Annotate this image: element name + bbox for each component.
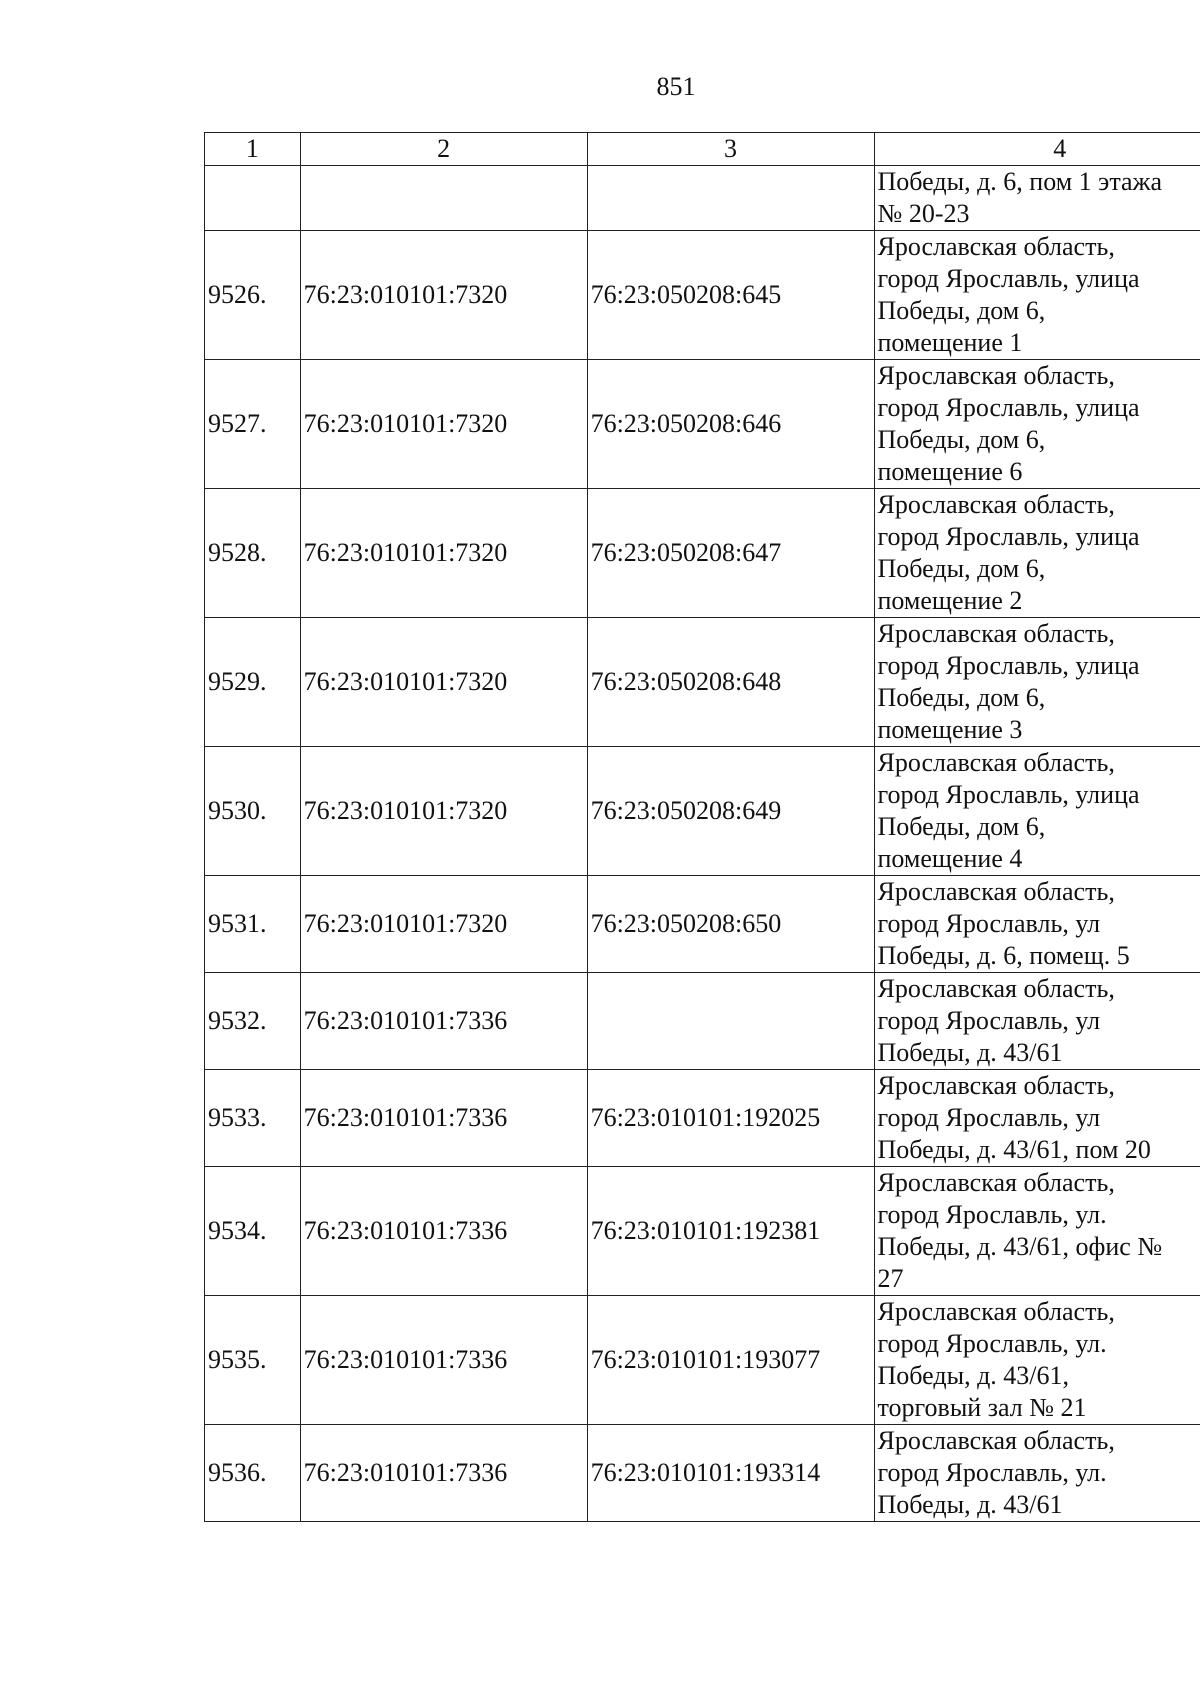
address-line: Победы, д. 43/61 [877,1038,1063,1067]
header-cell-4: 4 [874,133,1200,166]
table-row [205,973,1200,1070]
row-number-cell: 9527. [205,360,301,489]
address-line: Ярославская область, [877,1426,1115,1455]
address-line: Победы, дом 6, [877,296,1046,325]
address-line: Ярославская область, [877,748,1115,777]
cadastral-number-cell: 76:23:010101:7320 [300,231,587,360]
address-line: помещение 3 [877,715,1023,744]
table-row [205,618,1200,747]
address-line: Победы, д. 43/61 [877,1490,1063,1519]
row-number-cell: 9536. [205,1425,301,1522]
object-number-cell [587,973,874,1070]
address-cell [874,231,1200,360]
cadastral-number-cell: 76:23:010101:7336 [300,1425,587,1522]
cadastral-number-cell: 76:23:010101:7336 [300,1167,587,1296]
cadastral-number-cell: 76:23:010101:7320 [300,489,587,618]
object-number-cell: 76:23:010101:192025 [587,1070,874,1167]
address-line: Победы, д. 43/61, пом 20 [877,1135,1151,1164]
header-cell-2: 2 [300,133,587,166]
table-row [205,1070,1200,1167]
address-line: Ярославская область, [877,877,1115,906]
row-number-cell: 9526. [205,231,301,360]
address-line: Победы, дом 6, [877,425,1046,454]
row-number-cell: 9533. [205,1070,301,1167]
cadastral-number-cell: 76:23:010101:7336 [300,973,587,1070]
address-line: помещение 6 [877,457,1023,486]
cadastral-number-cell [300,166,587,231]
row-number-cell: 9532. [205,973,301,1070]
address-line: помещение 4 [877,844,1023,873]
table-body [205,133,1200,1522]
address-line: Ярославская область, [877,1071,1115,1100]
address-cell [874,166,1200,231]
registry-table [204,132,1200,1522]
address-cell [874,747,1200,876]
table-header-row [205,133,1200,166]
table-row [205,489,1200,618]
address-line: Ярославская область, [877,619,1115,648]
cadastral-number-cell: 76:23:010101:7320 [300,618,587,747]
table-row [205,231,1200,360]
address-line: Ярославская область, [877,232,1115,261]
address-line: № 20-23 [877,199,970,228]
table-row [205,1167,1200,1296]
object-number-cell: 76:23:010101:193314 [587,1425,874,1522]
page-number: 851 [656,72,696,101]
object-number-cell [587,166,874,231]
address-line: Победы, дом 6, [877,554,1046,583]
table-row [205,1425,1200,1522]
object-number-cell: 76:23:050208:646 [587,360,874,489]
cadastral-number-cell: 76:23:010101:7320 [300,360,587,489]
address-line: город Ярославль, ул [877,1006,1101,1035]
address-line: город Ярославль, улица [877,393,1140,422]
address-line: город Ярославль, ул. [877,1458,1107,1487]
address-line: Ярославская область, [877,974,1115,1003]
row-number-cell: 9528. [205,489,301,618]
address-line: Ярославская область, [877,361,1115,390]
address-line: Ярославская область, [877,490,1115,519]
header-cell-3: 3 [587,133,874,166]
table-row [205,747,1200,876]
address-line: город Ярославль, улица [877,651,1140,680]
row-number-cell: 9530. [205,747,301,876]
row-number-cell: 9535. [205,1296,301,1425]
object-number-cell: 76:23:010101:193077 [587,1296,874,1425]
cadastral-number-cell: 76:23:010101:7320 [300,876,587,973]
object-number-cell: 76:23:050208:649 [587,747,874,876]
object-number-cell: 76:23:050208:645 [587,231,874,360]
address-cell [874,1296,1200,1425]
address-line: 27 [877,1264,904,1293]
address-line: помещение 1 [877,328,1023,357]
object-number-cell: 76:23:050208:650 [587,876,874,973]
header-cell-1: 1 [205,133,301,166]
address-cell [874,1070,1200,1167]
row-number-cell: 9531. [205,876,301,973]
address-line: город Ярославль, улица [877,522,1140,551]
table-row [205,360,1200,489]
address-line: Победы, дом 6, [877,683,1046,712]
cadastral-number-cell: 76:23:010101:7336 [300,1070,587,1167]
address-line: помещение 2 [877,586,1023,615]
address-cell [874,1425,1200,1522]
table-row [205,166,1200,231]
cadastral-number-cell: 76:23:010101:7336 [300,1296,587,1425]
address-line: город Ярославль, ул. [877,1200,1107,1229]
address-line: Ярославская область, [877,1168,1115,1197]
address-cell [874,973,1200,1070]
object-number-cell: 76:23:050208:648 [587,618,874,747]
address-line: Победы, д. 43/61, [877,1361,1070,1390]
table-row [205,876,1200,973]
address-cell [874,618,1200,747]
address-line: город Ярославль, ул. [877,1329,1107,1358]
table-row [205,1296,1200,1425]
address-line: город Ярославль, ул [877,909,1101,938]
object-number-cell: 76:23:010101:192381 [587,1167,874,1296]
address-line: город Ярославль, ул [877,1103,1101,1132]
address-line: Победы, д. 43/61, офис № [877,1232,1163,1261]
address-line: Победы, д. 6, помещ. 5 [877,941,1130,970]
address-line: Победы, дом 6, [877,812,1046,841]
address-line: город Ярославль, улица [877,780,1140,809]
address-cell [874,360,1200,489]
address-cell [874,876,1200,973]
address-cell [874,1167,1200,1296]
address-line: Победы, д. 6, пом 1 этажа [877,167,1163,196]
cadastral-number-cell: 76:23:010101:7320 [300,747,587,876]
address-line: Ярославская область, [877,1297,1115,1326]
address-cell [874,489,1200,618]
object-number-cell: 76:23:050208:647 [587,489,874,618]
row-number-cell: 9529. [205,618,301,747]
address-line: город Ярославль, улица [877,264,1140,293]
row-number-cell: 9534. [205,1167,301,1296]
address-line: торговый зал № 21 [877,1393,1087,1422]
row-number-cell [205,166,301,231]
